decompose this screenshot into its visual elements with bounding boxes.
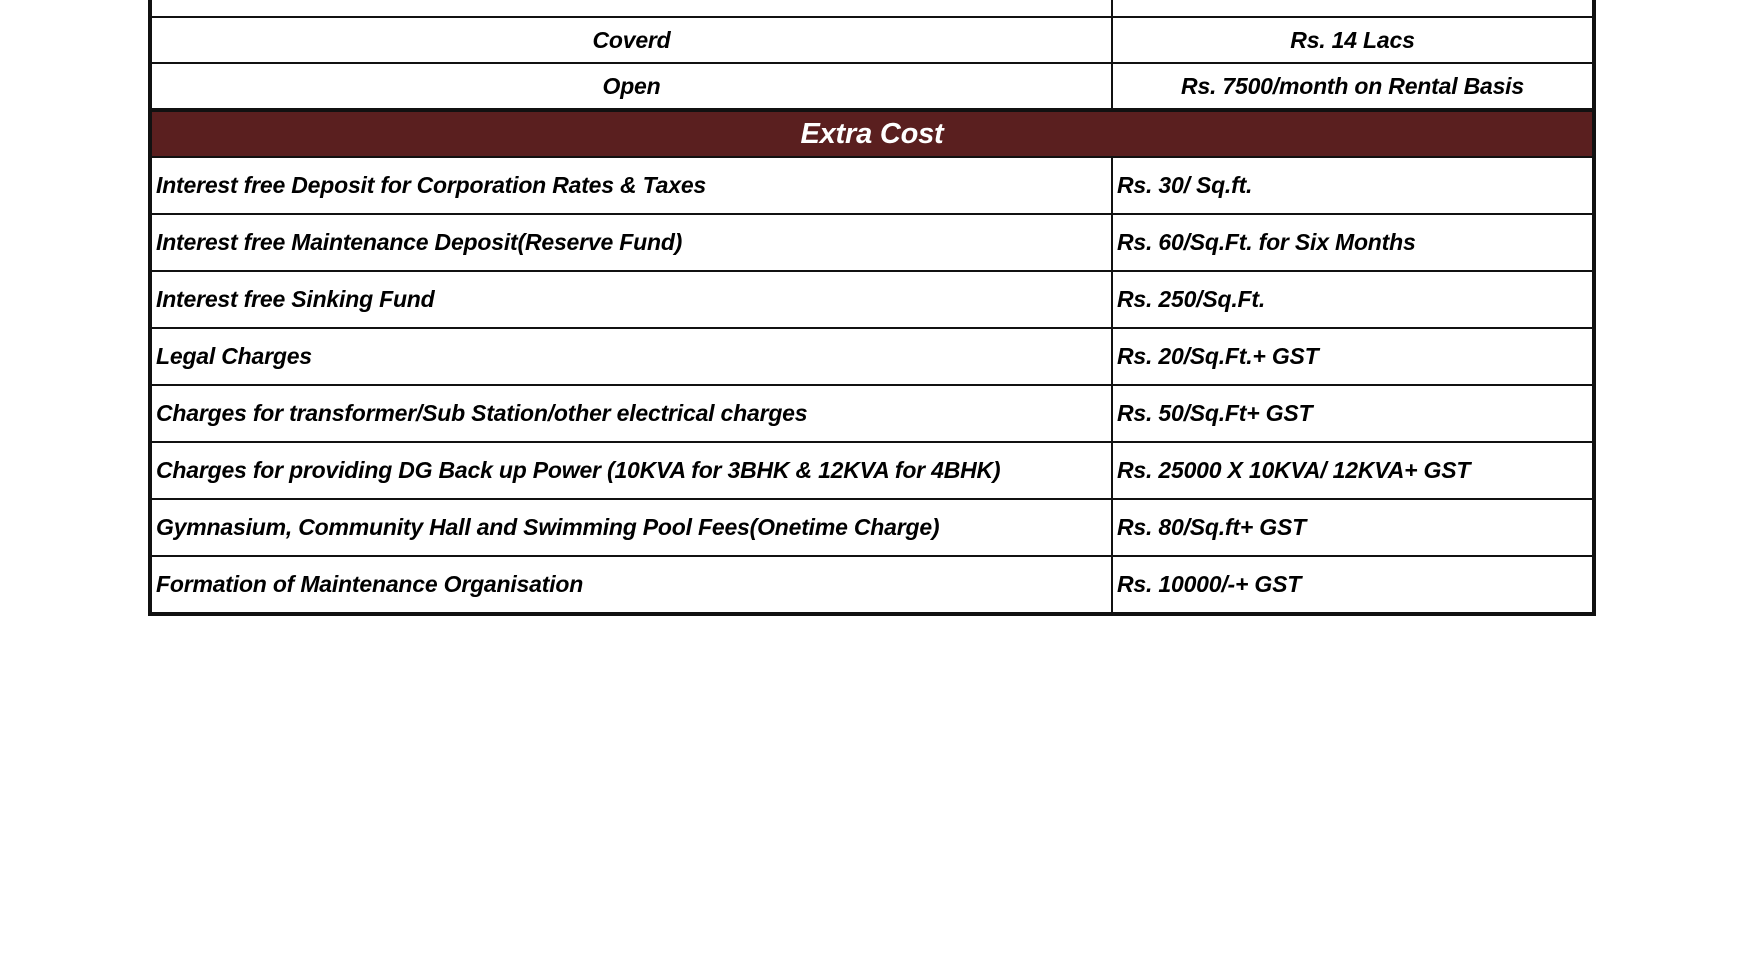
cost-value: Rs. 25000 X 10KVA/ 12KVA+ GST (1112, 442, 1594, 499)
table-row (150, 385, 1594, 442)
cost-value: Rs. 20/Sq.Ft.+ GST (1112, 328, 1594, 385)
table-row (150, 157, 1594, 214)
cost-label: Legal Charges (150, 328, 1112, 385)
table-cell (1112, 0, 1594, 17)
section-title: Extra Cost (150, 110, 1594, 157)
table-row (150, 556, 1594, 614)
extra-cost-header-row (150, 110, 1594, 157)
cost-label: Interest free Deposit for Corporation Rates & Taxes (150, 157, 1112, 214)
cost-value: Rs. 30/ Sq.ft. (1112, 157, 1594, 214)
parking-label: Open (150, 63, 1112, 110)
cost-value: Rs. 50/Sq.Ft+ GST (1112, 385, 1594, 442)
cost-value: Rs. 10000/-+ GST (1112, 556, 1594, 614)
cost-value: Rs. 60/Sq.Ft. for Six Months (1112, 214, 1594, 271)
table-cell (150, 0, 1112, 17)
cost-label: Formation of Maintenance Organisation (150, 556, 1112, 614)
table-row (150, 442, 1594, 499)
parking-row-covered (150, 17, 1594, 63)
cost-label: Interest free Maintenance Deposit(Reserve Fund) (150, 214, 1112, 271)
parking-row-open (150, 63, 1594, 110)
cost-value: Rs. 80/Sq.ft+ GST (1112, 499, 1594, 556)
cost-label: Charges for providing DG Back up Power (10KVA for 3BHK & 12KVA for 4BHK) (150, 442, 1112, 499)
parking-label: Coverd (150, 17, 1112, 63)
cost-label: Interest free Sinking Fund (150, 271, 1112, 328)
table-row-partial (150, 0, 1594, 17)
cost-label: Charges for transformer/Sub Station/other electrical charges (150, 385, 1112, 442)
parking-value: Rs. 14 Lacs (1112, 17, 1594, 63)
parking-value: Rs. 7500/month on Rental Basis (1112, 63, 1594, 110)
cost-label: Gymnasium, Community Hall and Swimming Pool Fees(Onetime Charge) (150, 499, 1112, 556)
table-row (150, 499, 1594, 556)
cost-value: Rs. 250/Sq.Ft. (1112, 271, 1594, 328)
table-row (150, 214, 1594, 271)
price-sheet-table (148, 0, 1596, 616)
table-row (150, 328, 1594, 385)
table-row (150, 271, 1594, 328)
